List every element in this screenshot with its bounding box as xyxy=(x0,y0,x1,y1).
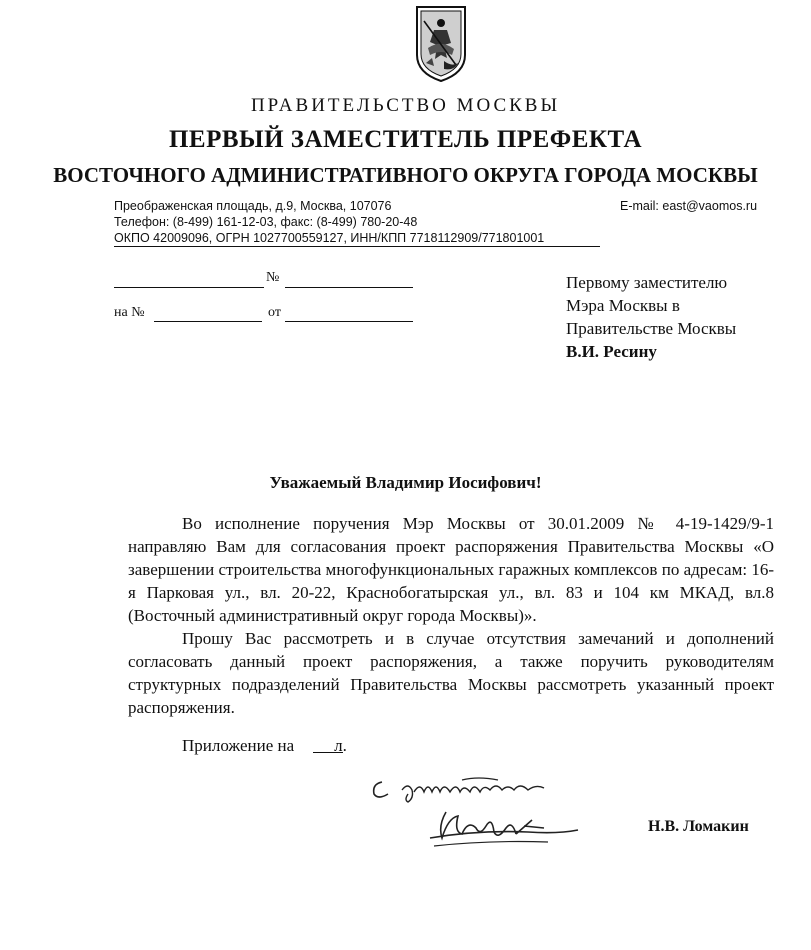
recipient-name: В.И. Ресину xyxy=(566,342,657,361)
reference-number-label: на № xyxy=(114,305,145,320)
attachment-label xyxy=(182,736,347,756)
signer-name: Н.В. Ломакин xyxy=(648,818,749,835)
phone-fax: Телефон: (8-499) 161-12-03, факс: (8-499) 780-20-48 xyxy=(114,215,418,229)
handwritten-signature xyxy=(428,806,588,854)
outgoing-number-line xyxy=(285,287,413,288)
letterhead-subtitle: ВОСТОЧНОГО АДМИНИСТРАТИВНОГО ОКРУГА ГОРОДА МОСКВЫ xyxy=(53,163,758,187)
address: Преображенская площадь, д.9, Москва, 107076 xyxy=(114,199,392,213)
paragraph-1: Во исполнение поручения Мэр Москвы от 30.01.2009 № 4-19-1429/9-1 направляю Вам для согласования проект распоряжения Правительства Москвы «О завершении строительства многофункциональных гаражных комплексов по адресам: 16-я Парковая ул., вл. 20-22, Краснобогатырская ул., вл. 83 и 104 км МКАД, вл.8 (Восточный административный округ города Москвы)». xyxy=(128,514,774,625)
government-name: ПРАВИТЕЛЬСТВО МОСКВЫ xyxy=(250,95,561,116)
recipient-line-3: Правительстве Москвы xyxy=(566,319,737,338)
recipient-line-2: Мэра Москвы в xyxy=(566,296,680,315)
handwritten-closing xyxy=(368,768,568,808)
moscow-coat-of-arms-icon xyxy=(414,3,468,83)
letterhead-title: ПЕРВЫЙ ЗАМЕСТИТЕЛЬ ПРЕФЕКТА xyxy=(168,126,643,153)
recipient-line-1: Первому заместителю xyxy=(566,273,728,292)
attachment-prefix: Приложение на xyxy=(182,736,295,755)
paragraph-2: Прошу Вас рассмотреть и в случае отсутствия замечаний и дополнений согласовать данный проект распоряжения, а также поручить руководителям структурных подразделений Правительства Москвы рассмотреть указанный проект распоряжения. xyxy=(128,629,774,717)
reference-number-line xyxy=(154,321,262,322)
attachment-suffix: л. xyxy=(334,736,347,755)
reference-date-label: от xyxy=(268,305,281,320)
salutation: Уважаемый Владимир Иосифович! xyxy=(269,473,542,492)
reference-date-line xyxy=(285,321,413,322)
outgoing-date-line xyxy=(114,287,264,288)
attachment-pages-line xyxy=(313,752,343,753)
email: E-mail: east@vaomos.ru xyxy=(620,199,758,213)
letter-body xyxy=(128,512,774,719)
codes-underline xyxy=(114,246,600,247)
registration-codes: ОКПО 42009096, ОГРН 1027700559127, ИНН/КПП 7718112909/771801001 xyxy=(114,231,545,245)
number-label: № xyxy=(266,270,280,285)
